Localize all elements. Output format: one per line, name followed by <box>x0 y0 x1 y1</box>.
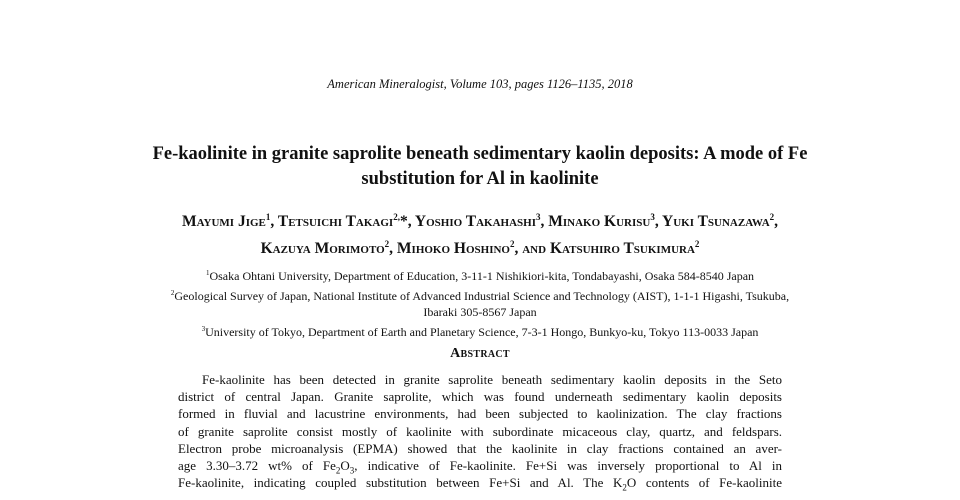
abstract-line: Fe-kaolinite has been detected in granite saprolite beneath sedimentary kaolin deposits in the Seto <box>202 372 782 387</box>
affiliation-3: $^3$University of Tokyo, Department of Earth and Planetary Science, 7-3-1 Hongo, Bunkyo-ku, Tokyo 113-0033 Japan <box>201 324 759 339</box>
title-line-1: Fe-kaolinite in granite saprolite beneath sedimentary kaolin deposits: A mode of Fe <box>152 144 808 164</box>
abstract-line: Fe-kaolinite, indicating coupled substitution between Fe+Si and Al. The $K_2O$ contents of Fe-kaolinite <box>178 475 782 493</box>
author-list <box>60 206 900 260</box>
author-affil-sup: 3 <box>650 212 655 222</box>
author-affil-sup: 2, <box>393 212 400 222</box>
affiliation-2-cont: Ibaraki 305-8567 Japan <box>423 305 537 319</box>
author-separator: , and <box>514 240 550 258</box>
corresponding-mark: * <box>399 213 408 231</box>
author: Yoshio Takahashi <box>414 213 536 231</box>
abstract-line: formed in fluvial and lacustrine environments, had been subjected to kaolinization. The clay fractions <box>178 406 782 422</box>
abstract-line: Electron probe microanalysis (EPMA) showed that the kaolinite in clay fractions contained an aver- <box>178 440 782 456</box>
affiliation-1: $^1$Osaka Ohtani University, Department of Education, 3-11-1 Nishikiori-kita, Tondabayashi, Osaka 584-8540 Japan <box>205 269 755 283</box>
abstract-line: district of central Japan. Granite saprolite, which was found underneath sedimentary kaolin deposits <box>178 389 782 405</box>
author: Katsuhiro Tsukimura <box>549 240 695 258</box>
author-affil-sup: 2 <box>384 239 390 250</box>
author: Kazuya Morimoto <box>260 240 385 258</box>
author: Yuki Tsunazawa <box>662 213 770 231</box>
author: Tetsuichi Takagi <box>277 213 394 231</box>
author-separator: , <box>389 240 397 258</box>
author-separator: , <box>654 213 663 231</box>
author-affil-sup: 2 <box>509 239 515 250</box>
author-separator: , <box>270 213 278 231</box>
author-separator: , <box>540 213 549 231</box>
affiliations <box>100 265 860 340</box>
abstract-heading: Abstract <box>450 346 510 361</box>
abstract-body <box>178 371 782 491</box>
author-affil-sup: 3 <box>536 212 541 222</box>
author: Mihoko Hoshino <box>396 240 510 258</box>
paper-title <box>100 142 860 192</box>
author: Mayumi Jige <box>181 213 266 231</box>
abstract-line: age 3.30–3.72 wt% of $Fe_2O_3$, indicative of Fe-kaolinite. Fe+Si was inversely proportional to Al in <box>178 458 783 476</box>
author-affil-sup: 1 <box>265 212 271 222</box>
author-affil-sup: 2 <box>694 239 700 250</box>
author: Minako Kurisu <box>548 213 651 231</box>
title-line-2: substitution for Al in kaolinite <box>361 169 599 189</box>
author-separator: , <box>774 213 779 231</box>
abstract-line: of granite saprolite consist mostly of kaolinite with subordinate micaceous clay, quartz, and feldspars. <box>178 423 782 439</box>
journal-citation: American Mineralogist, Volume 103, pages 1126–1135, 2018 <box>327 77 633 91</box>
author-separator: , <box>407 213 415 231</box>
affiliation-2: $^2$Geological Survey of Japan, National Institute of Advanced Industrial Science and Technology (AIST), 1-1-1 Higashi, Tsukuba, Ibaraki 305-8567 Japan <box>170 288 790 319</box>
author-affil-sup: 2 <box>769 212 775 222</box>
